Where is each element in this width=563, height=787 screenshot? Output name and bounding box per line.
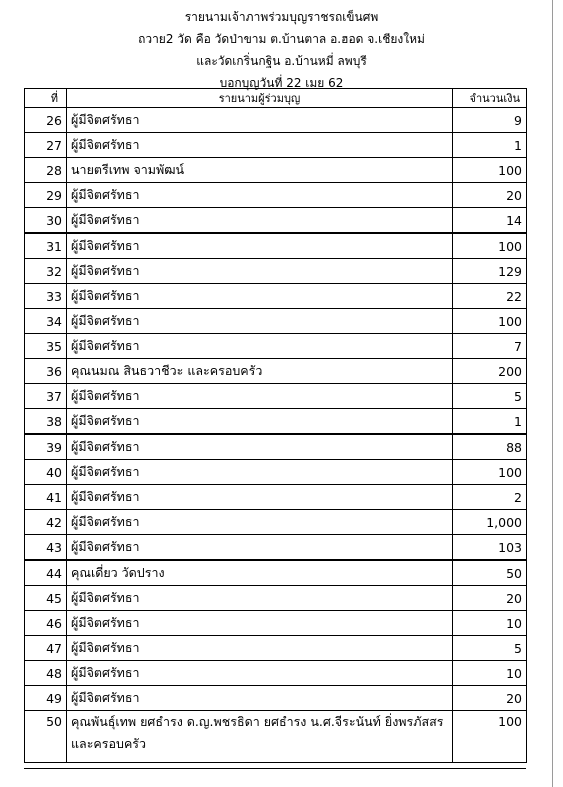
row-number: 45: [25, 586, 67, 611]
row-number: 32: [25, 259, 67, 284]
table-row: [25, 535, 527, 561]
table-row: [25, 334, 527, 359]
table-row: [25, 284, 527, 309]
header-temple-second: และวัดเกริ่นกฐิน อ.บ้านหมี่ ลพบุรี: [196, 54, 367, 68]
table-row: [25, 636, 527, 661]
table-row: [25, 434, 527, 460]
donation-amount: 9: [453, 108, 527, 133]
row-number: 28: [25, 158, 67, 183]
donor-name: ผู้มีจิตศรัทธา: [67, 485, 453, 510]
row-number: 44: [25, 560, 67, 586]
table-row: [25, 711, 527, 763]
row-number: 37: [25, 384, 67, 409]
table-body: [25, 108, 527, 763]
donation-amount: 1: [453, 409, 527, 435]
table-row: [25, 158, 527, 183]
donation-amount: 5: [453, 384, 527, 409]
donation-amount: 10: [453, 611, 527, 636]
donor-name: ผู้มีจิตศรัทธา: [67, 384, 453, 409]
donor-name: คุณพันธุ์เทพ ยศธำรง ด.ญ.พชรธิดา ยศธำรง น.ศ.จีระนันท์ ยิ่งพรภัสสร และครอบครัว: [67, 711, 453, 763]
donation-amount: 100: [453, 711, 527, 763]
table-row: [25, 485, 527, 510]
donation-amount: 14: [453, 208, 527, 234]
table-row: [25, 259, 527, 284]
donation-amount: 100: [453, 233, 527, 259]
donation-amount: 20: [453, 686, 527, 711]
row-number: 46: [25, 611, 67, 636]
donor-name: คุณนมณ สินธวาชีวะ และครอบครัว: [67, 359, 453, 384]
table-row: [25, 661, 527, 686]
donation-amount: 129: [453, 259, 527, 284]
table-row: [25, 108, 527, 133]
row-number: 26: [25, 108, 67, 133]
donor-table: [24, 88, 527, 763]
donation-amount: 5: [453, 636, 527, 661]
table-row: [25, 233, 527, 259]
donor-name: ผู้มีจิตศรัทธา: [67, 309, 453, 334]
column-header-amount: จำนวนเงิน: [453, 89, 527, 108]
donor-name: ผู้มีจิตศรัทธา: [67, 208, 453, 234]
donor-name: ผู้มีจิตศรัทธา: [67, 409, 453, 435]
donation-amount: 88: [453, 434, 527, 460]
header-date: บอกบุญวันที่ 22 เมย 62: [219, 76, 344, 90]
row-number: 34: [25, 309, 67, 334]
table-row: [25, 359, 527, 384]
row-number: 48: [25, 661, 67, 686]
donor-name: ผู้มีจิตศรัทธา: [67, 636, 453, 661]
column-header-name: รายนามผู้ร่วมบุญ: [67, 89, 453, 108]
table-row: [25, 384, 527, 409]
donor-name: ผู้มีจิตศรัทธา: [67, 133, 453, 158]
row-number: 39: [25, 434, 67, 460]
donation-amount: 20: [453, 183, 527, 208]
document-header: [0, 6, 563, 94]
donation-amount: 20: [453, 586, 527, 611]
donation-amount: 200: [453, 359, 527, 384]
donor-name: ผู้มีจิตศรัทธา: [67, 183, 453, 208]
table-row: [25, 611, 527, 636]
donor-name: ผู้มีจิตศรัทธา: [67, 611, 453, 636]
donor-name: ผู้มีจิตศรัทธา: [67, 460, 453, 485]
table-row: [25, 409, 527, 435]
row-number: 30: [25, 208, 67, 234]
donation-amount: 2: [453, 485, 527, 510]
donor-name: ผู้มีจิตศรัทธา: [67, 661, 453, 686]
row-number: 49: [25, 686, 67, 711]
row-number: 43: [25, 535, 67, 561]
row-number: 47: [25, 636, 67, 661]
donor-name: ผู้มีจิตศรัทธา: [67, 686, 453, 711]
row-number: 33: [25, 284, 67, 309]
table-row: [25, 510, 527, 535]
row-number: 40: [25, 460, 67, 485]
table-row: [25, 560, 527, 586]
header-title: รายนามเจ้าภาพร่วมบุญราชรถเข็นศพ: [184, 10, 379, 24]
donor-name: ผู้มีจิตศรัทธา: [67, 510, 453, 535]
page-edge-divider: [552, 0, 553, 787]
row-number: 42: [25, 510, 67, 535]
donor-name: คุณเดี่ยว วัดปราง: [67, 560, 453, 586]
row-number: 35: [25, 334, 67, 359]
row-number: 38: [25, 409, 67, 435]
row-number: 41: [25, 485, 67, 510]
table-bottom-border: [24, 768, 526, 769]
donor-name: ผู้มีจิตศรัทธา: [67, 108, 453, 133]
row-number: 50: [25, 711, 67, 763]
donor-name: ผู้มีจิตศรัทธา: [67, 284, 453, 309]
donation-amount: 1,000: [453, 510, 527, 535]
row-number: 31: [25, 233, 67, 259]
donor-name: ผู้มีจิตศรัทธา: [67, 586, 453, 611]
row-number: 36: [25, 359, 67, 384]
table-row: [25, 309, 527, 334]
donation-amount: 50: [453, 560, 527, 586]
table-row: [25, 208, 527, 234]
donation-amount: 100: [453, 158, 527, 183]
table-row: [25, 183, 527, 208]
donation-amount: 7: [453, 334, 527, 359]
donor-name: ผู้มีจิตศรัทธา: [67, 259, 453, 284]
table-row: [25, 460, 527, 485]
donation-amount: 100: [453, 460, 527, 485]
donor-name: ผู้มีจิตศรัทธา: [67, 233, 453, 259]
donor-name: ผู้มีจิตศรัทธา: [67, 535, 453, 561]
header-temples: ถวาย2 วัด คือ วัดป่าขาม ต.บ้านตาล อ.ฮอด จ.เชียงใหม่: [138, 32, 425, 46]
donor-name: นายตรีเทพ จามพัฒน์: [67, 158, 453, 183]
table-row: [25, 686, 527, 711]
table-row: [25, 133, 527, 158]
donation-amount: 103: [453, 535, 527, 561]
donation-amount: 10: [453, 661, 527, 686]
donor-name: ผู้มีจิตศรัทธา: [67, 334, 453, 359]
donor-name: ผู้มีจิตศรัทธา: [67, 434, 453, 460]
table-header-row: [25, 89, 527, 108]
table-row: [25, 586, 527, 611]
donation-amount: 22: [453, 284, 527, 309]
row-number: 29: [25, 183, 67, 208]
donation-amount: 1: [453, 133, 527, 158]
row-number: 27: [25, 133, 67, 158]
column-header-number: ที่: [25, 89, 67, 108]
donation-amount: 100: [453, 309, 527, 334]
